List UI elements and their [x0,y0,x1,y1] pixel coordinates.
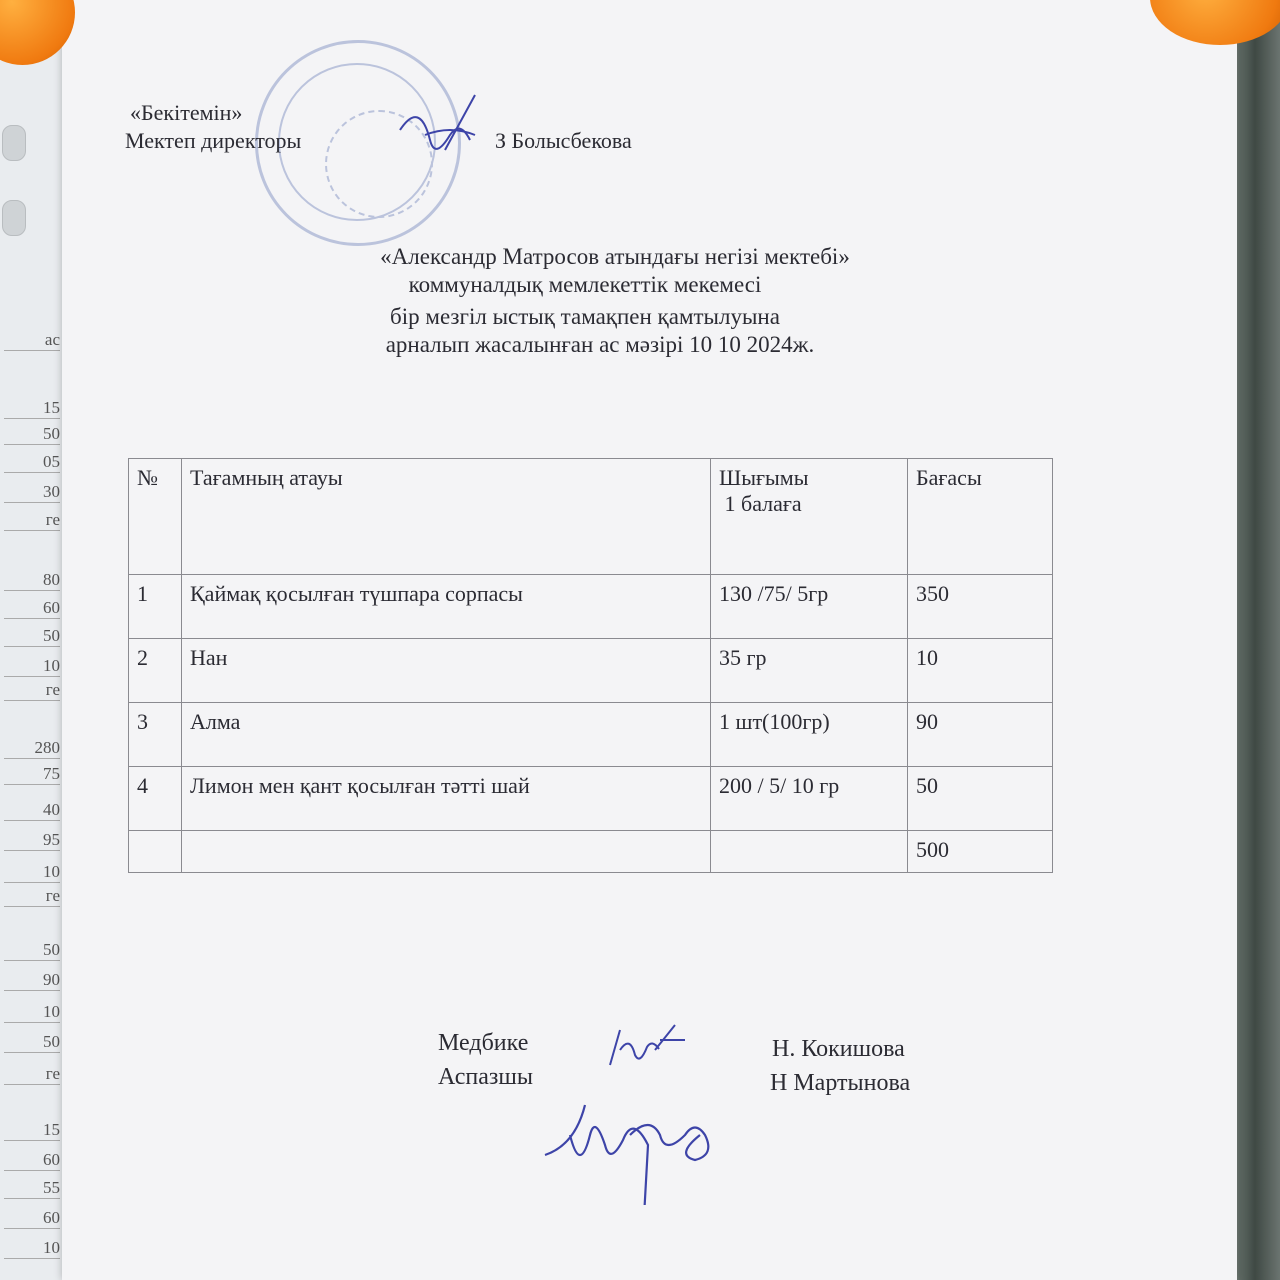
row-num: 4 [129,767,182,831]
background-sheet-number: 10 [4,1238,60,1259]
background-sheet-number: 75 [4,764,60,785]
header-price: Бағасы [908,459,1053,575]
cook-label: Аспазшы [438,1064,533,1090]
row-portion: 1 шт(100гр) [711,703,908,767]
header-portion [711,459,908,575]
table-row [129,575,1053,639]
background-sheet-number: 40 [4,800,60,821]
background-sheet-number: 80 [4,570,60,591]
total-price: 500 [908,831,1053,873]
total-row [129,831,1053,873]
background-sheet-number: 10 [4,862,60,883]
background-sheet-number: 60 [4,1208,60,1229]
director-label: Мектеп директоры [125,128,302,153]
punch-hole [2,125,26,161]
table-row [129,639,1053,703]
background-sheet-number: 15 [4,398,60,419]
background-sheet-number: 60 [4,1150,60,1171]
row-dish-name: Қаймақ қосылған түшпара сорпасы [182,575,711,639]
header-portion-line-1: Шығымы [719,465,809,490]
row-dish-name: Алма [182,703,711,767]
director-signature [385,90,495,170]
row-portion: 130 /75/ 5гр [711,575,908,639]
header-num: № [129,459,182,575]
background-sheet-number: ас [4,330,60,351]
background-sheet-number: 15 [4,1120,60,1141]
header-portion-line-2: 1 балаға [719,491,802,516]
background-sheet-number: 50 [4,940,60,961]
row-num: 1 [129,575,182,639]
background-sheet-number: 280 [4,738,60,759]
nurse-signature [600,1020,690,1080]
menu-table [128,458,1053,873]
row-portion: 35 гр [711,639,908,703]
background-sheet-number: 50 [4,424,60,445]
background-sheet-number: 90 [4,970,60,991]
title-line-3: бір мезгіл ыстық тамақпен қамтылуына [390,304,780,329]
director-name: З Болысбекова [495,128,632,153]
table-row [129,703,1053,767]
row-price: 10 [908,639,1053,703]
nurse-name: Н. Кокишова [772,1036,905,1062]
table-row [129,767,1053,831]
background-sheet-number: 50 [4,626,60,647]
background-sheet-number: 55 [4,1178,60,1199]
title-line-4: арналып жасалынған ас мәзірі 10 10 2024ж. [385,332,815,357]
header-dish-name: Тағамның атауы [182,459,711,575]
background-sheet-number: 10 [4,1002,60,1023]
row-dish-name: Лимон мен қант қосылған тәтті шай [182,767,711,831]
row-dish-name: Нан [182,639,711,703]
cook-signature [535,1075,745,1205]
background-sheet-number: 95 [4,830,60,851]
row-num: 3 [129,703,182,767]
approve-label: «Бекітемін» [130,100,243,125]
cook-name: Н Мартынова [770,1070,911,1096]
row-num: 2 [129,639,182,703]
row-portion: 200 / 5/ 10 гр [711,767,908,831]
row-price: 350 [908,575,1053,639]
background-sheet-number: ге [4,1064,60,1085]
background-sheet-number: 05 [4,452,60,473]
background-sheet-number: ге [4,510,60,531]
title-line-2: коммуналдық мемлекеттік мекемесі [408,272,762,297]
punch-hole [2,200,26,236]
background-sheet-number: 60 [4,598,60,619]
background-sheet-number: ге [4,886,60,907]
background-sheet [0,20,70,1280]
row-price: 50 [908,767,1053,831]
row-price: 90 [908,703,1053,767]
background-sheet-number: 50 [4,1032,60,1053]
background-sheet-number: ге [4,680,60,701]
nurse-label: Медбике [438,1030,529,1056]
title-line-1: «Александр Матросов атындағы негізі мектебі» [380,244,850,269]
background-sheet-number: 30 [4,482,60,503]
background-sheet-number: 10 [4,656,60,677]
table-header-row [129,459,1053,575]
